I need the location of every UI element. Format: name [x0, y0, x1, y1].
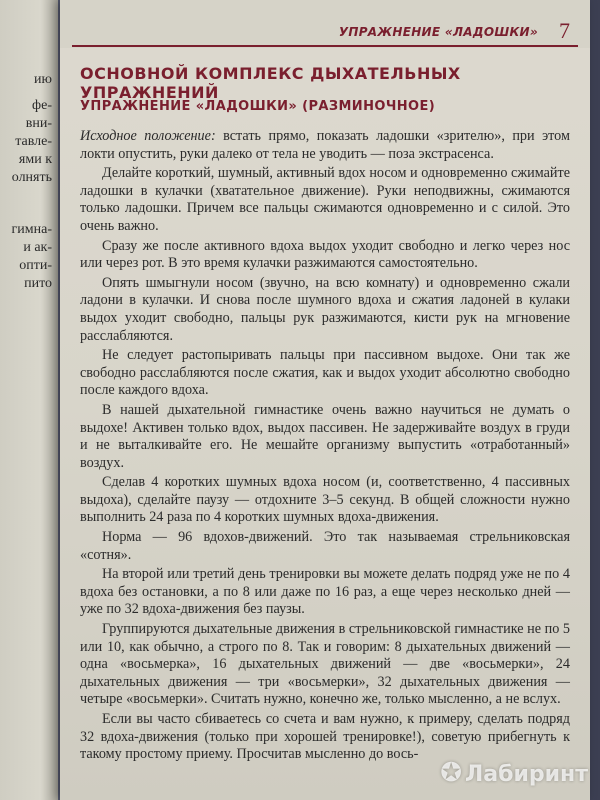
- paragraph-text: Сделав 4 коротких шумных вдоха носом (и, соответственно, 4 пассивных выдоха), сделайте паузу — отдохните 3–5 секунд. В общей сложности нужно выполнить 24 раза по 4 коротких шумных вдоха-движения.: [80, 474, 570, 526]
- left-page-fragment: ию: [34, 72, 52, 87]
- paragraph: [80, 128, 570, 163]
- left-page-fragment: тавле-: [15, 134, 52, 149]
- paragraph-text: На второй или третий день тренировки вы можете делать подряд уже не по 4 вдоха без остановки, а по 8 или даже по 16 раз, а еще через несколько дней — уже по 32 вдоха-движения без паузы.: [80, 566, 570, 618]
- paragraph: [80, 711, 570, 764]
- paragraph: [80, 621, 570, 709]
- running-head: УПРАЖНЕНИЕ «ЛАДОШКИ»: [338, 25, 538, 39]
- body-text: [80, 128, 570, 766]
- paragraph: [80, 275, 570, 345]
- paragraph: [80, 347, 570, 400]
- book-page: [60, 0, 590, 800]
- paragraph-text: Делайте короткий, шумный, активный вдох носом и одновременно сжимайте ладошки в кулачки (хватательное движение). Руки неподвижны, сжимаются только ладошки. Причем все пальцы сжимаются одновременно и с силой. Это очень важно.: [80, 165, 570, 234]
- page-header: [60, 0, 590, 48]
- left-page-fragment: ями к: [18, 152, 52, 167]
- paragraph-text: Не следует растопыривать пальцы при пассивном выдохе. Они так же свободно расслабляются после сжатия, как и выдох уходит абсолютно свободно после каждого вдоха.: [80, 347, 570, 399]
- paragraph-text: В нашей дыхательной гимнастике очень важно научиться не думать о выдохе! Активен только вдох, выдох пассивен. Не задерживайте воздух в груди и не выталкивайте его. Не мешайте организму выпустить «отработанный» воздух.: [80, 401, 570, 471]
- left-page-fragment: олнять: [11, 170, 52, 185]
- paragraph-text: Группируются дыхательные движения в стрельниковской гимнастике не по 5 или 10, как обычно, а строго по 8. Так и говорим: 8 дыхательных движений — одна «восьмерка», 16 дыхательных движений — две «восьмерки», 24 дыхательных движения — три «восьмерки», 32 дыхательных движения — четыре «восьмерки». Считать нужно, конечно же, только мысленно, а не вслух.: [80, 621, 570, 708]
- left-page-fragment: гимна-: [11, 222, 52, 237]
- paragraph: [80, 474, 570, 527]
- paragraph: [80, 238, 570, 273]
- paragraph-text: Если вы часто сбиваетесь со счета и вам нужно, к примеру, сделать подряд 32 вдоха-движения (только при хорошей тренировке!), советую прибегнуть к такому простому приему. Просчитав мысленно до вось-: [80, 711, 570, 763]
- watermark-label: Лабиринт: [464, 762, 588, 787]
- previous-page-edge: [0, 0, 58, 800]
- page-number: 7: [559, 18, 570, 43]
- header-divider: [72, 45, 578, 47]
- paragraph: [80, 402, 570, 472]
- paragraph-lead: Исходное положение:: [80, 128, 216, 144]
- paragraph: [80, 566, 570, 619]
- left-page-fragment: вни-: [25, 116, 52, 131]
- left-page-fragment: опти-: [19, 258, 52, 273]
- left-page-fragment: пито: [24, 276, 52, 291]
- exercise-title: УПРАЖНЕНИЕ «ЛАДОШКИ» (РАЗМИНОЧНОЕ): [80, 99, 436, 114]
- labirint-logo-icon: ✪: [440, 758, 462, 788]
- paragraph: [80, 529, 570, 564]
- paragraph-text: Норма — 96 вдохов-движений. Это так называемая стрельниковская «сотня».: [80, 529, 570, 563]
- section-title: ОСНОВНОЙ КОМПЛЕКС ДЫХАТЕЛЬНЫХ УПРАЖНЕНИЙ: [80, 64, 461, 102]
- left-page-fragment: фе-: [32, 98, 52, 113]
- labirint-watermark: [440, 758, 588, 788]
- paragraph: [80, 165, 570, 235]
- paragraph-text: Опять шмыгнули носом (звучно, на всю комнату) и одновременно сжали ладони в кулачки. И снова после шумного вдоха и сжатия ладоней в кулаки выдох уходит свободно, пальцы рук разжимаются, кисти рук на мгновение расслабляются.: [80, 274, 570, 344]
- paragraph-text: встать прямо, показать ладошки «зрителю», при этом локти опустить, руки далеко от тела не уводить — поза экстрасенса.: [80, 128, 570, 162]
- paragraph-text: Сразу же после активного вдоха выдох уходит свободно и легко через нос или через рот. В это время кулачки разжимаются самостоятельно.: [80, 237, 570, 272]
- left-page-fragment: и ак-: [23, 240, 52, 255]
